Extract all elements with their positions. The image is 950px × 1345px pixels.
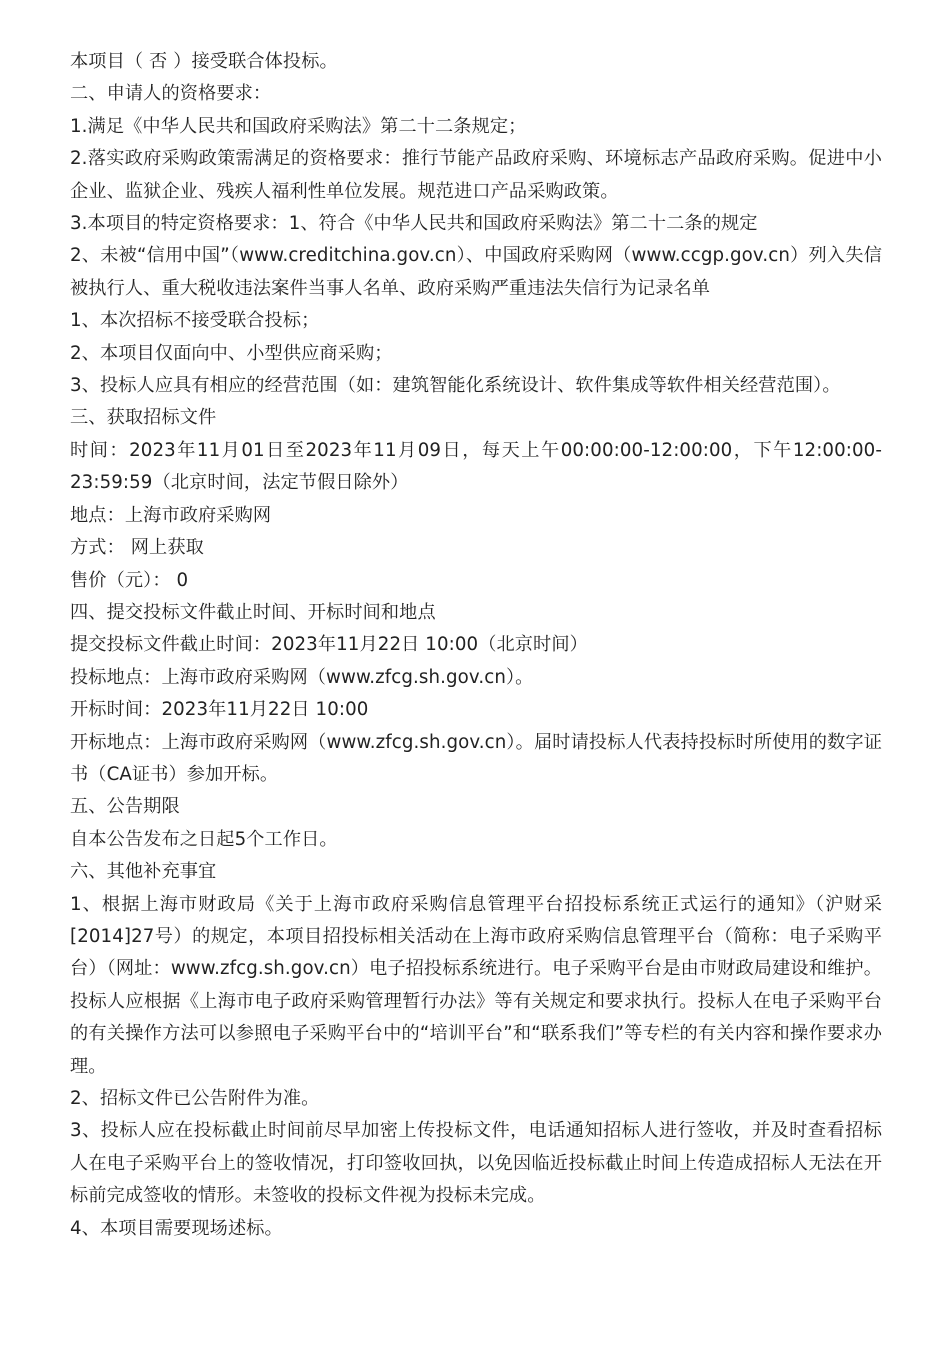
- joint-bid-statement: 本项目（ 否 ）接受联合体投标。: [70, 51, 338, 72]
- note-4: 4、本项目需要现场述标。: [70, 1217, 283, 1239]
- bid-place: 投标地点：上海市政府采购网（www.zfcg.sh.gov.cn）。: [70, 666, 534, 688]
- acquisition-time: 时间：2023年11月01日至2023年11月09日，每天上午00:00:00-12:00:00，下午12:00:00-23:59:59（北京时间，法定节假日除外）: [70, 439, 882, 494]
- opening-time: 开标时间：2023年11月22日 10:00: [70, 699, 369, 721]
- section-5-heading: 五、公告期限: [70, 796, 180, 818]
- requirement-1: 1.满足《中华人民共和国政府采购法》第二十二条规定；: [70, 115, 527, 137]
- requirement-3: 3.本项目的特定资格要求：1、符合《中华人民共和国政府采购法》第二十二条的规定: [70, 213, 758, 235]
- opening-place: 开标地点：上海市政府采购网（www.zfcg.sh.gov.cn）。届时请投标人代表持投标时所使用的数字证书（CA证书）参加开标。: [70, 731, 882, 785]
- requirement-3-item-2: 2、未被“信用中国”（www.creditchina.gov.cn）、中国政府采购网（www.ccgp.gov.cn）列入失信被执行人、重大税收违法案件当事人名单、政府采购严重违法失信行为记录名单: [70, 245, 882, 299]
- note-3: 3、投标人应在投标截止时间前尽早加密上传投标文件，电话通知招标人进行签收，并及时查看招标人在电子采购平台上的签收情况，打印签收回执，以免因临近投标截止时间上传造成招标人无法在开标前完成签收的情形。未签收的投标文件视为投标未完成。: [70, 1120, 882, 1207]
- note-2: 2、招标文件已公告附件为准。: [70, 1088, 320, 1109]
- section-2-heading: 二、申请人的资格要求：: [70, 83, 272, 105]
- requirement-2: 2.落实政府采购政策需满足的资格要求：推行节能产品政府采购、环境标志产品政府采购。促进中小企业、监狱企业、残疾人福利性单位发展。规范进口产品采购政策。: [70, 148, 882, 202]
- rule-3: 3、投标人应具有相应的经营范围（如：建筑智能化系统设计、软件集成等软件相关经营范围）。: [70, 375, 841, 397]
- section-3-heading: 三、获取招标文件: [70, 407, 217, 429]
- section-6-heading: 六、其他补充事宜: [70, 861, 217, 883]
- acquisition-method: 方式： 网上获取: [70, 537, 204, 559]
- rule-1: 1、本次招标不接受联合投标；: [70, 310, 320, 332]
- acquisition-place: 地点：上海市政府采购网: [70, 504, 272, 526]
- announcement-body: [70, 46, 882, 1245]
- rule-2: 2、本项目仅面向中、小型供应商采购；: [70, 342, 393, 364]
- document-price: 售价（元）： 0: [70, 569, 189, 591]
- submission-deadline: 提交投标文件截止时间：2023年11月22日 10:00（北京时间）: [70, 634, 588, 656]
- note-1: 1、根据上海市财政局《关于上海市政府采购信息管理平台招投标系统正式运行的通知》（沪财采[2014]27号）的规定，本项目招投标相关活动在上海市政府采购信息管理平台（简称：电子采购平台）（网址：www.zfcg.sh.gov.cn）电子招投标系统进行。电子采购平台是由市财政局建设和维护。投标人应根据《上海市电子政府采购管理暂行办法》等有关规定和要求执行。投标人在电子采购平台的有关操作方法可以参照电子采购平台中的“培训平台”和“联系我们”等专栏的有关内容和操作要求办理。: [70, 893, 882, 1077]
- announcement-period: 自本公告发布之日起5个工作日。: [70, 828, 338, 850]
- section-4-heading: 四、提交投标文件截止时间、开标时间和地点: [70, 601, 436, 623]
